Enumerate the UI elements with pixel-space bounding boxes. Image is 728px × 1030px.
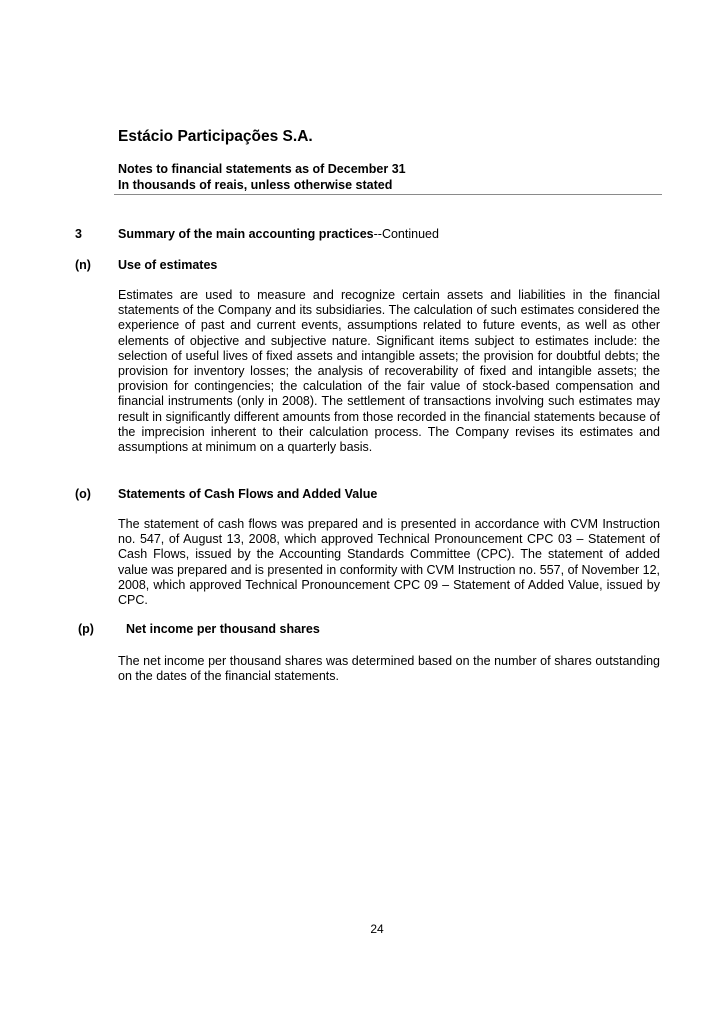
item-label-p: (p) <box>78 622 94 636</box>
report-subtitle: Notes to financial statements as of December 31 <box>118 162 406 176</box>
section-title: Summary of the main accounting practices <box>118 227 374 241</box>
item-label-o: (o) <box>75 487 91 501</box>
header-divider <box>114 194 662 195</box>
section-number: 3 <box>75 227 82 241</box>
item-title-p: Net income per thousand shares <box>126 622 320 636</box>
item-title-o: Statements of Cash Flows and Added Value <box>118 487 378 501</box>
page-number: 24 <box>370 922 384 936</box>
item-title-n: Use of estimates <box>118 258 218 272</box>
item-body-n: Estimates are used to measure and recognize certain assets and liabilities in the financial statements of the Company and its subsidiaries. The calculation of such estimates considered the experience of past and current events, assumptions related to future events, as well as other elements of objective and subjective nature. Significant items subject to estimates include: the selection of useful lives of fixed assets and intangible assets; the provision for doubtful debts; the provision for inventory losses; the analysis of recoverability of fixed and intangible assets; the provision for contingencies; the calculation of the fair value of stock-based compensation and financial instruments (only in 2008). The settlement of transactions involving such estimates may result in significantly different amounts from those recorded in the financial statements because of the imprecision inherent to their calculation process. The Company revises its estimates and assumptions at minimum on a quarterly basis. <box>118 288 660 455</box>
section-heading <box>118 227 439 241</box>
company-name: Estácio Participações S.A. <box>118 128 313 145</box>
units-note: In thousands of reais, unless otherwise stated <box>118 178 393 192</box>
section-continued: --Continued <box>373 227 439 241</box>
item-body-p: The net income per thousand shares was determined based on the number of shares outstanding on the dates of the financial statements. <box>118 654 660 684</box>
item-label-n: (n) <box>75 258 91 272</box>
item-body-o: The statement of cash flows was prepared and is presented in accordance with CVM Instruction no. 547, of August 13, 2008, which approved Technical Pronouncement CPC 03 – Statement of Cash Flows, issued by the Accounting Standards Committee (CPC). The statement of added value was prepared and is presented in conformity with CVM Instruction no. 557, of November 12, 2008, which approved Technical Pronouncement CPC 09 – Statement of Added Value, issued by CPC. <box>118 517 660 608</box>
